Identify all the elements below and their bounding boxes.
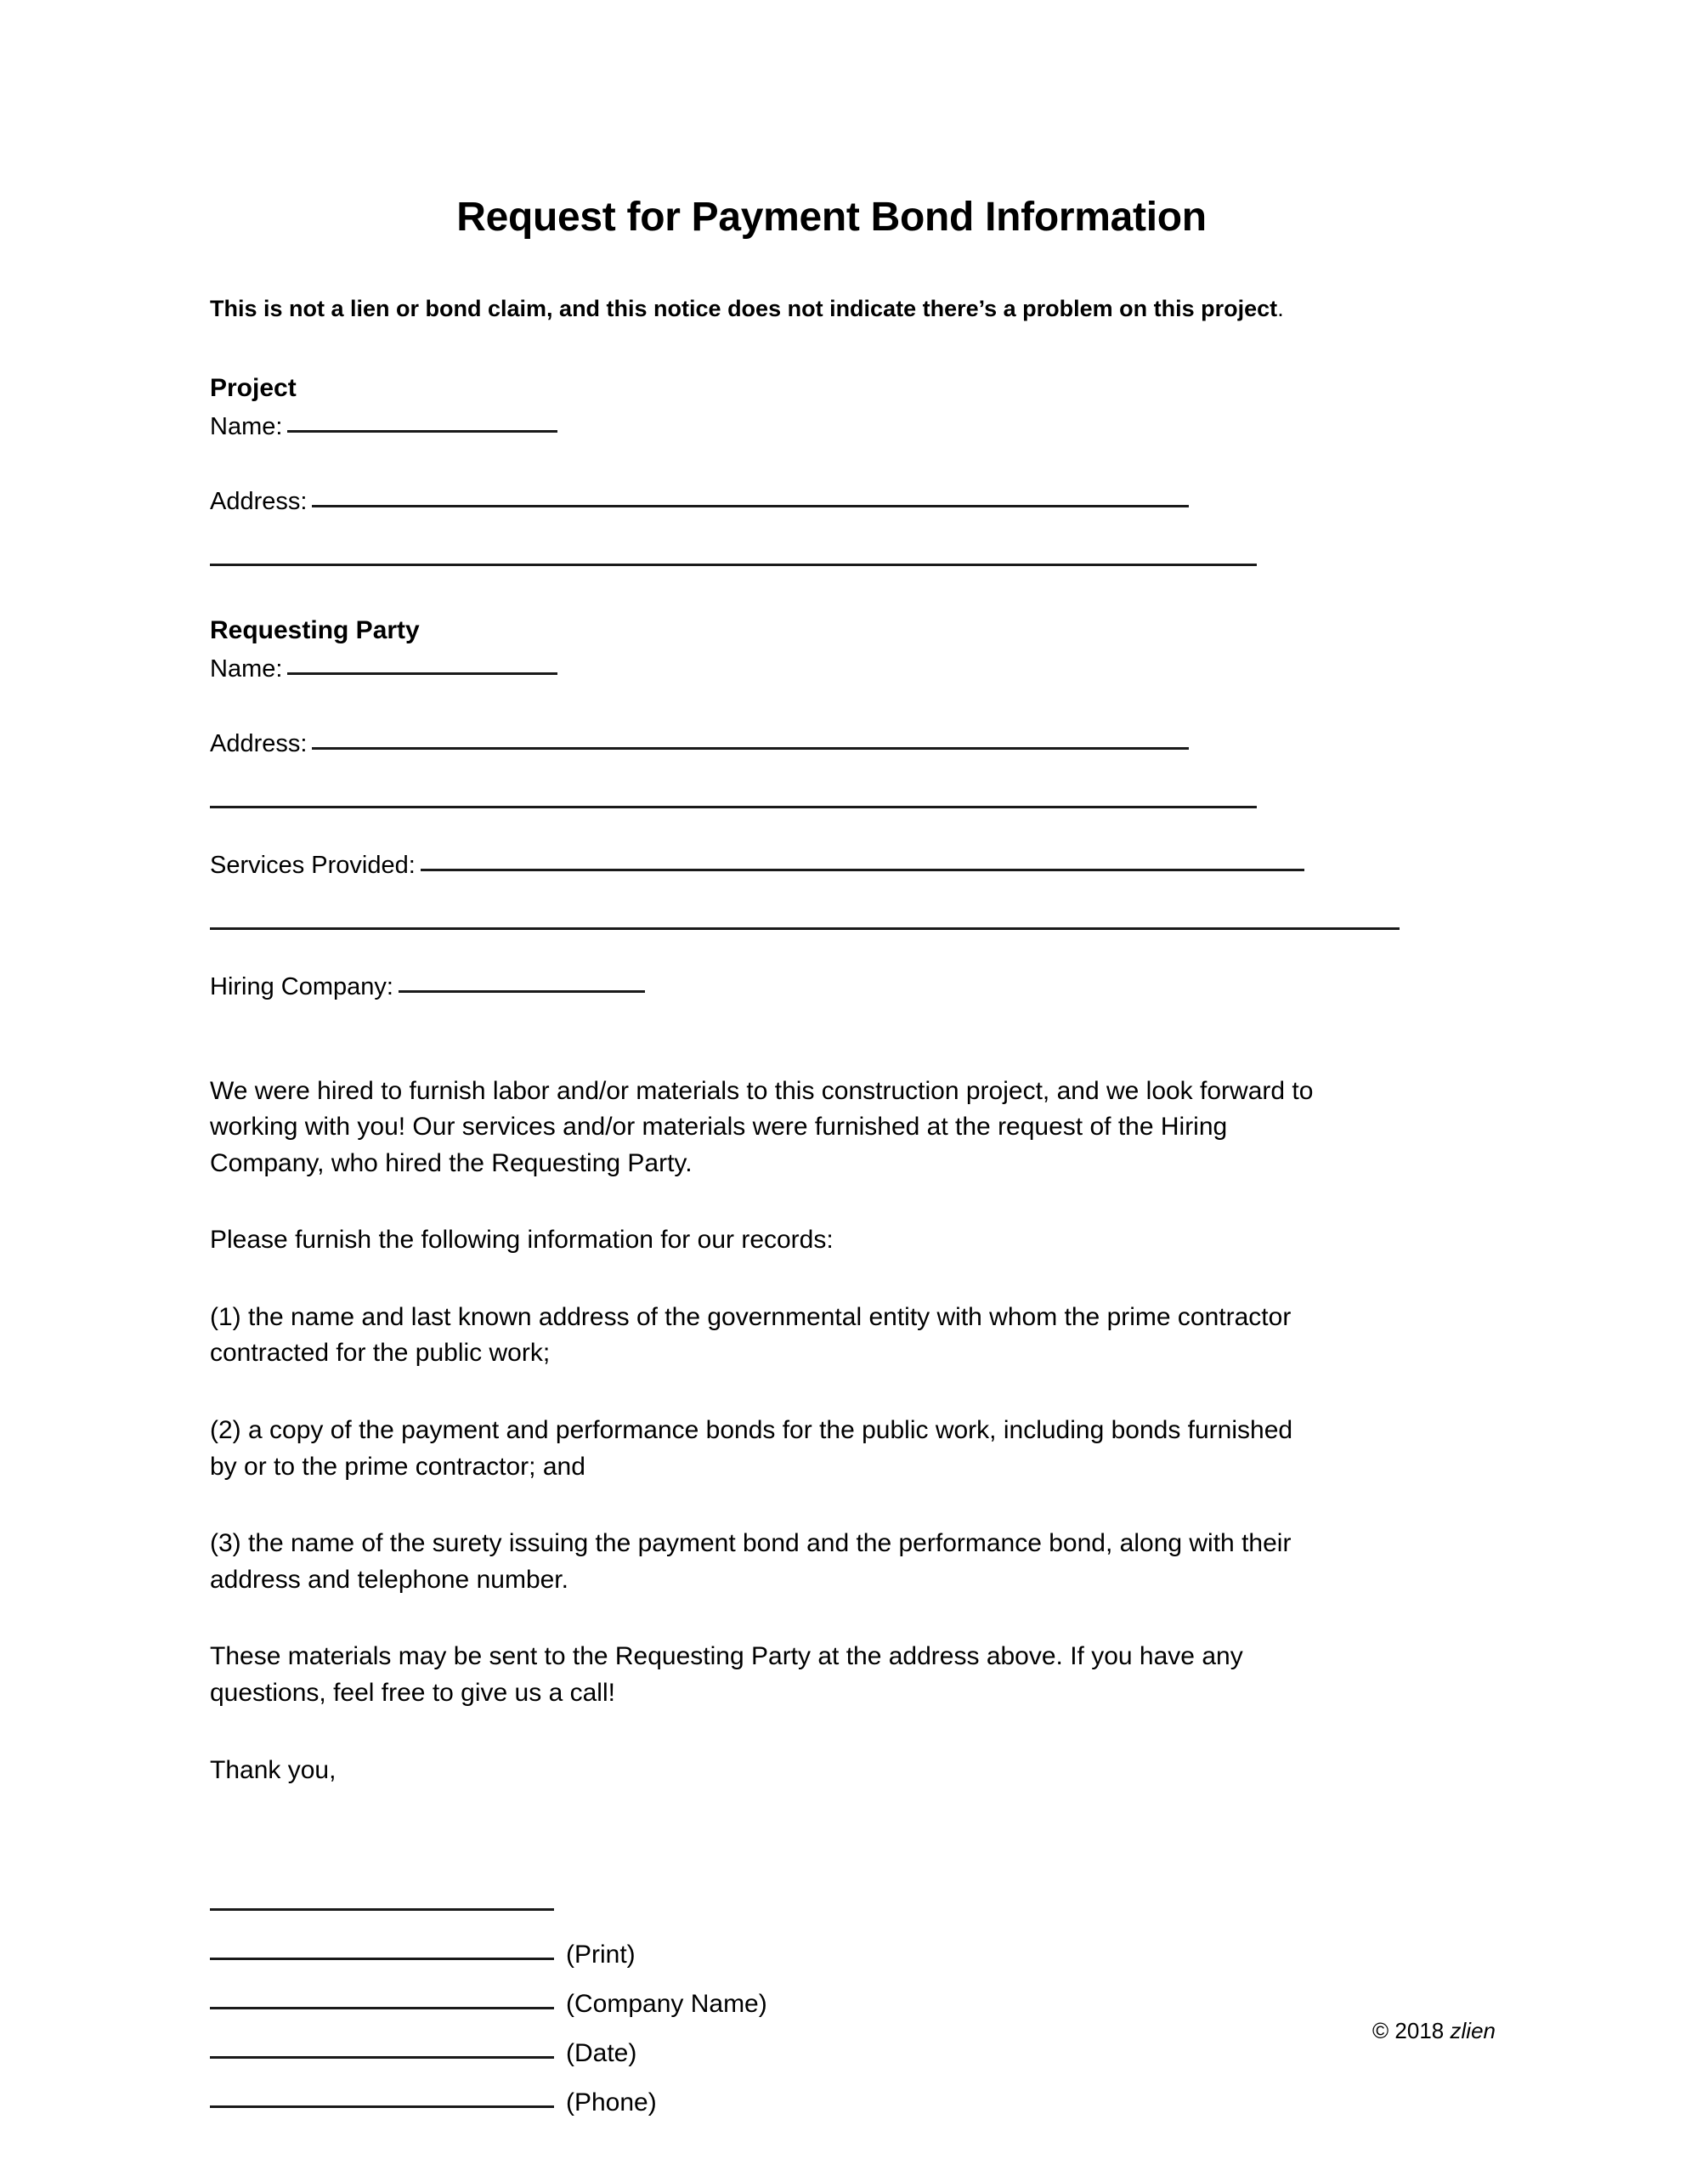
signature-block (210, 1862, 1496, 2117)
project-name-input[interactable] (287, 430, 557, 433)
company-name-input[interactable] (210, 2007, 554, 2009)
signature-label-print: (Print) (566, 1941, 636, 1969)
project-name-row (210, 409, 1496, 445)
project-address-input-line2[interactable] (210, 564, 1257, 566)
page-title: Request for Payment Bond Information (456, 195, 1207, 240)
signature-label-phone: (Phone) (566, 2088, 657, 2117)
signature-label-company-name: (Company Name) (566, 1990, 767, 2019)
paragraph-item-3: (3) the name of the surety issuing the payment bond and the performance bond, along with their address and telephone number. (210, 1529, 1292, 1594)
phone-input[interactable] (210, 2105, 554, 2108)
hiring-company-row (210, 969, 1496, 1005)
paragraph-request-lead-in: Please furnish the following information for our records: (210, 1226, 834, 1255)
signature-row-phone (210, 2059, 1496, 2117)
signature-row-signature (210, 1862, 1496, 1911)
signature-row-print (210, 1911, 1496, 1969)
services-provided-input-line2[interactable] (210, 927, 1400, 930)
requesting-party-name-row (210, 651, 1496, 687)
paragraph-delivery-instructions: These materials may be sent to the Requesting Party at the address above. If you have any questions, feel free to give us a call! (210, 1642, 1243, 1708)
requesting-party-name-label: Name: (210, 655, 283, 683)
requesting-party-address-row (210, 726, 1496, 762)
date-input[interactable] (210, 2056, 554, 2059)
project-address-row (210, 484, 1496, 519)
notice-period: . (1277, 295, 1284, 321)
brand-name: zlien (1450, 2018, 1496, 2043)
copyright-year: © 2018 (1372, 2018, 1445, 2043)
project-name-label: Name: (210, 413, 283, 441)
notice-disclaimer (210, 293, 1496, 324)
section-heading-requesting-party: Requesting Party (210, 616, 420, 645)
print-name-input[interactable] (210, 1958, 554, 1960)
paragraph-intro: We were hired to furnish labor and/or materials to this construction project, and we look forward to working with you! Our services and/or materials were furnished at the request of the Hiring Company, who hired the Requesting Party. (210, 1076, 1314, 1177)
requesting-party-name-input[interactable] (287, 672, 557, 675)
signature-row-date (210, 2009, 1496, 2068)
paragraph-item-2: (2) a copy of the payment and performance bonds for the public work, including bonds furnished by or to the prime contractor; and (210, 1416, 1293, 1481)
paragraph-item-1: (1) the name and last known address of the governmental entity with whom the prime contractor contracted for the public work; (210, 1302, 1292, 1368)
signature-input[interactable] (210, 1908, 554, 1911)
paragraph-closing: Thank you, (210, 1755, 337, 1784)
hiring-company-input[interactable] (399, 990, 645, 993)
signature-row-company-name (210, 1960, 1496, 2019)
section-heading-project: Project (210, 374, 297, 403)
notice-bold-text: This is not a lien or bond claim, and this notice does not indicate there’s a problem on this project (210, 295, 1278, 321)
requesting-party-address-label: Address: (210, 730, 308, 758)
services-provided-row (210, 847, 1496, 883)
hiring-company-label: Hiring Company: (210, 973, 393, 1001)
services-provided-label: Services Provided: (210, 852, 416, 880)
services-provided-input-line1[interactable] (421, 869, 1304, 871)
project-address-input-line1[interactable] (312, 505, 1189, 507)
requesting-party-address-input-line2[interactable] (210, 806, 1257, 808)
signature-label-date: (Date) (566, 2039, 637, 2068)
footer-copyright (1372, 2018, 1496, 2044)
project-address-label: Address: (210, 488, 308, 516)
requesting-party-address-input-line1[interactable] (312, 747, 1189, 750)
